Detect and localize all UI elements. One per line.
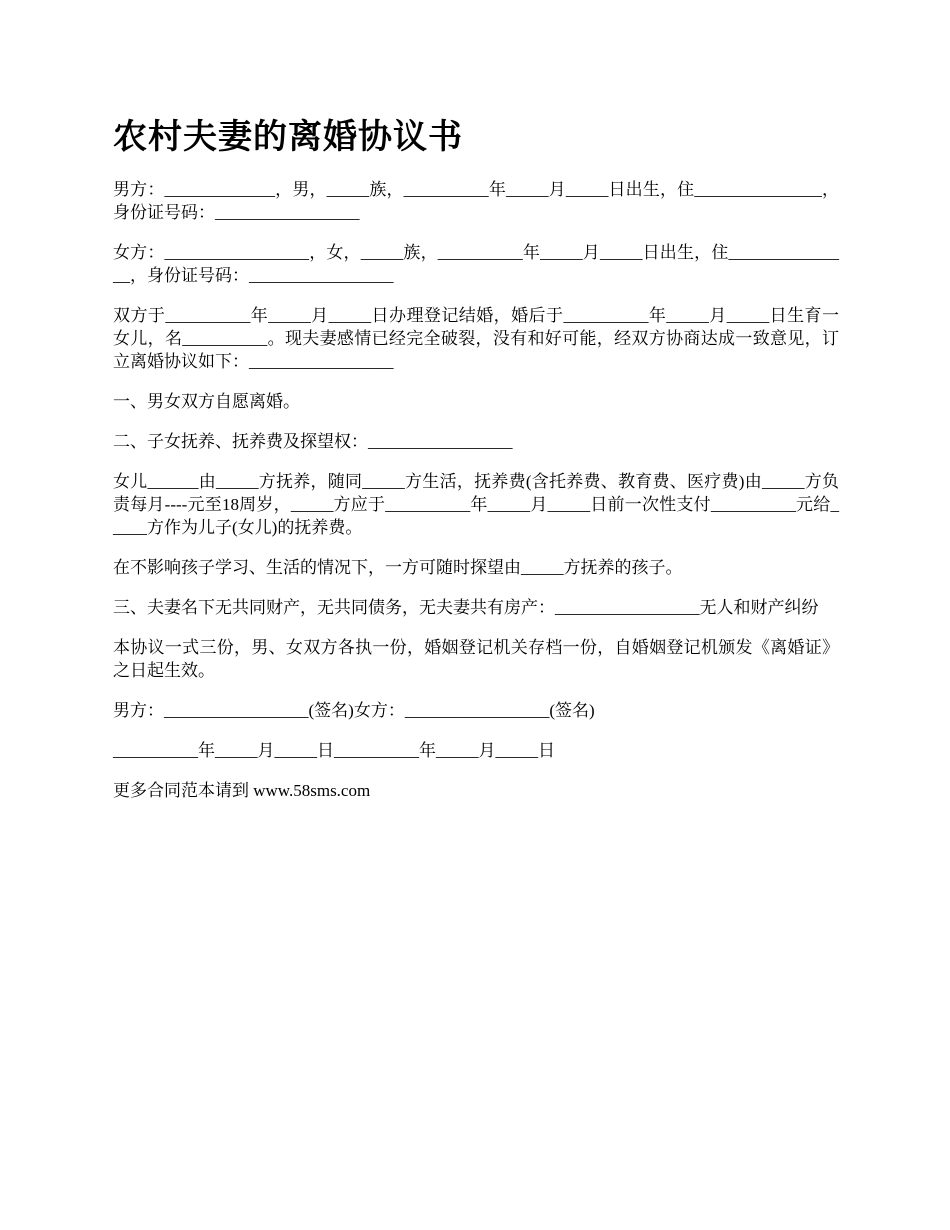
footer-link-text: 更多合同范本请到 www.58sms.com xyxy=(113,781,371,800)
date-line: __________年_____月_____日__________年_____月_____日 xyxy=(113,741,555,760)
paragraph-male-party: 男方：_____________，男，_____族，__________年_____月_____日出生，住_______________，身份证号码：_________________ xyxy=(113,180,839,222)
document-page xyxy=(113,108,839,819)
paragraph-female-party: 女方：_________________，女，_____族，__________年_____月_____日出生，住_______________，身份证号码：_________________ xyxy=(113,243,839,285)
signature-line: 男方：_________________(签名)女方：_________________(签名) xyxy=(113,701,595,720)
clause-visitation: 在不影响孩子学习、生活的情况下，一方可随时探望由_____方抚养的孩子。 xyxy=(113,558,683,577)
document-title: 农村夫妻的离婚协议书 xyxy=(113,117,463,157)
paragraph-marriage-background: 双方于__________年_____月_____日办理登记结婚，婚后于__________年_____月_____日生育一女儿，名__________。现夫妻感情已经完全破裂，没有和好可能，经双方协商达成一致意见，订立离婚协议如下：_________________ xyxy=(113,306,839,371)
clause-effective: 本协议一式三份，男、女双方各执一份，婚姻登记机关存档一份，自婚姻登记机颁发《离婚证》之日起生效。 xyxy=(113,638,839,680)
clause-property: 三、夫妻名下无共同财产，无共同债务，无夫妻共有房产：_________________无人和财产纠纷 xyxy=(113,598,819,617)
clause-child-custody-heading: 二、子女抚养、抚养费及探望权：_________________ xyxy=(113,432,513,451)
clause-child-support: 女儿______由_____方抚养，随同_____方生活，抚养费(含托养费、教育费、医疗费)由_____方负责每月----元至18周岁，_____方应于__________年_____月_____日前一次性支付__________元给_____方作为儿子(女儿)的抚养费。 xyxy=(113,472,839,537)
clause-voluntary-divorce: 一、男女双方自愿离婚。 xyxy=(113,392,300,411)
